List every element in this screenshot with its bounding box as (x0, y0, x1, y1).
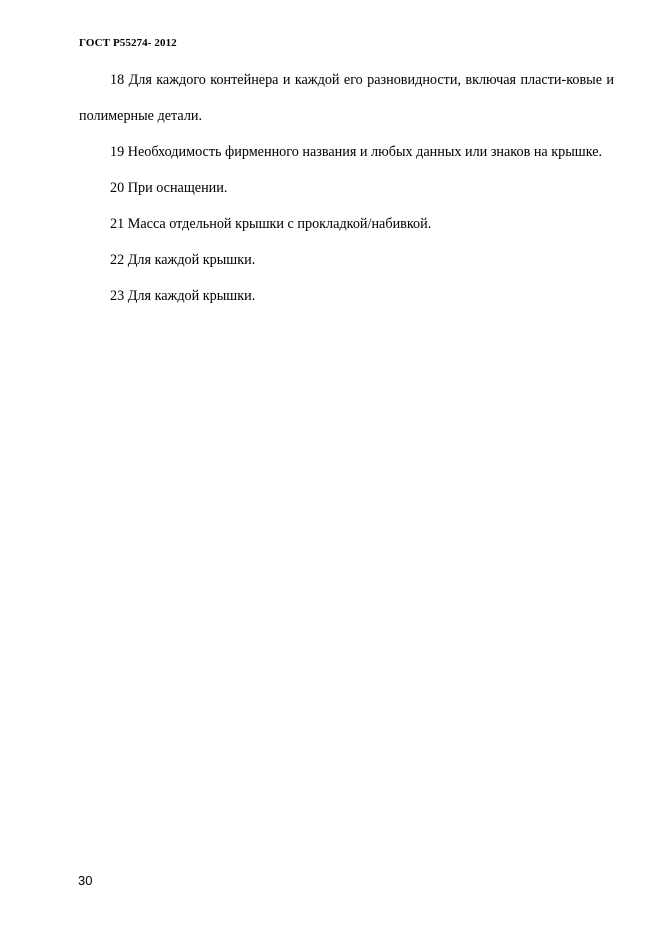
document-header: ГОСТ Р55274- 2012 (79, 37, 177, 49)
note-paragraph-21: 21 Масса отдельной крышки с прокладкой/набивкой. (110, 216, 432, 232)
note-paragraph-18: 18 Для каждого контейнера и каждой его разновидности, включая пласти-ковые и полимерные детали. (79, 72, 614, 124)
note-paragraph-19: 19 Необходимость фирменного названия и любых данных или знаков на крышке. (110, 144, 603, 160)
note-paragraph-22: 22 Для каждой крышки. (110, 252, 256, 268)
page-number: 30 (78, 873, 93, 888)
note-paragraph-20: 20 При оснащении. (110, 180, 228, 196)
note-paragraph-23: 23 Для каждой крышки. (110, 288, 256, 304)
document-body (79, 62, 614, 314)
